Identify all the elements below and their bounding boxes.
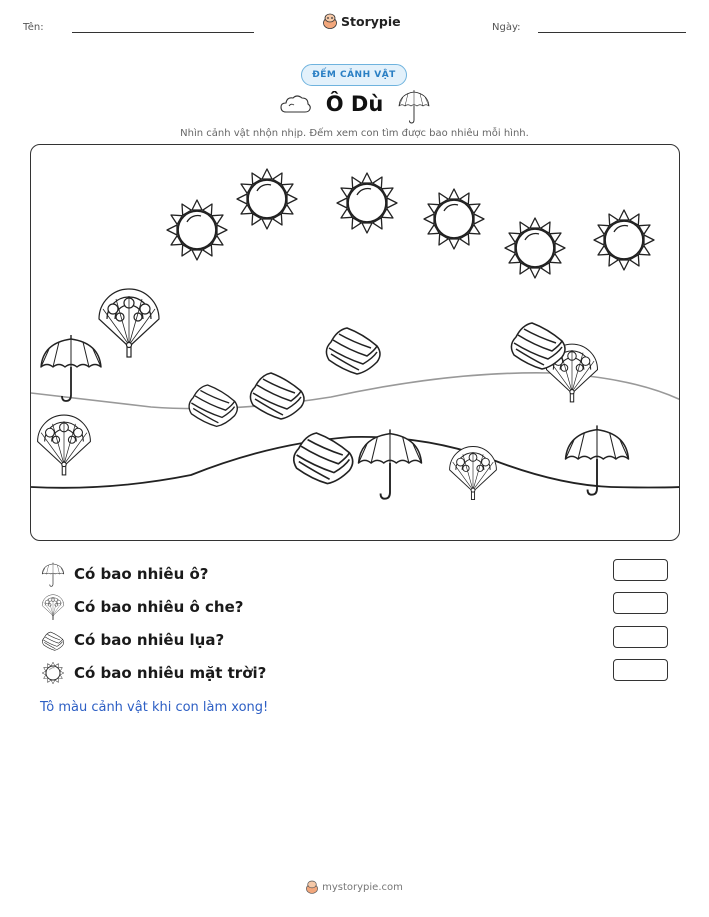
silk-icon bbox=[189, 385, 237, 426]
question-sun bbox=[40, 660, 266, 686]
fan-icon bbox=[450, 446, 497, 499]
umbrella-icon bbox=[41, 335, 101, 401]
silk-icon bbox=[511, 323, 565, 369]
footer bbox=[0, 880, 709, 894]
question-text: Có bao nhiêu ô che? bbox=[74, 598, 244, 616]
storypie-mascot-icon bbox=[323, 13, 337, 29]
umbrella-icon bbox=[40, 561, 66, 587]
sun-icon bbox=[237, 169, 297, 229]
brand-name: Storypie bbox=[341, 13, 401, 29]
question-text: Có bao nhiêu mặt trời? bbox=[74, 664, 267, 682]
sun-icon bbox=[594, 210, 654, 270]
sun-icon bbox=[337, 173, 397, 233]
storypie-mascot-icon bbox=[306, 880, 318, 894]
question-silk bbox=[40, 627, 224, 653]
silk-icon bbox=[40, 627, 66, 653]
question-umbrella bbox=[40, 561, 209, 587]
sun-icon bbox=[505, 218, 565, 278]
silk-icon bbox=[326, 328, 380, 374]
silk-icon bbox=[294, 433, 353, 484]
brand-logo bbox=[323, 13, 401, 29]
answer-box-fan[interactable] bbox=[613, 592, 668, 614]
question-text: Có bao nhiêu ô? bbox=[74, 565, 209, 583]
fan-icon bbox=[40, 594, 66, 620]
umbrella-title-icon bbox=[396, 90, 432, 124]
instructions: Nhìn cảnh vật nhộn nhịp. Đếm xem con tìm được bao nhiêu mỗi hình. bbox=[180, 128, 529, 139]
fan-icon bbox=[99, 289, 159, 357]
question-fan bbox=[40, 594, 243, 620]
silk-icon bbox=[250, 373, 304, 419]
category-badge: ĐẾM CẢNH VẬT bbox=[301, 64, 407, 86]
sun-icon bbox=[167, 200, 227, 260]
question-text: Có bao nhiêu lụa? bbox=[74, 631, 225, 649]
answer-box-sun[interactable] bbox=[613, 659, 668, 681]
counting-scene bbox=[30, 144, 680, 541]
footer-site[interactable]: mystorypie.com bbox=[322, 881, 403, 893]
fan-icon bbox=[38, 415, 91, 475]
sun-icon bbox=[424, 189, 484, 249]
page-title: Ô Dù bbox=[325, 92, 384, 116]
date-line[interactable] bbox=[538, 32, 686, 33]
sun-icon bbox=[40, 660, 66, 686]
answer-box-silk[interactable] bbox=[613, 626, 668, 648]
answer-box-umbrella[interactable] bbox=[613, 559, 668, 581]
coloring-note: Tô màu cảnh vật khi con làm xong! bbox=[40, 700, 269, 715]
name-label: Tên: bbox=[23, 22, 44, 33]
umbrella-icon bbox=[566, 425, 629, 494]
date-label: Ngày: bbox=[492, 22, 521, 33]
name-line[interactable] bbox=[72, 32, 254, 33]
